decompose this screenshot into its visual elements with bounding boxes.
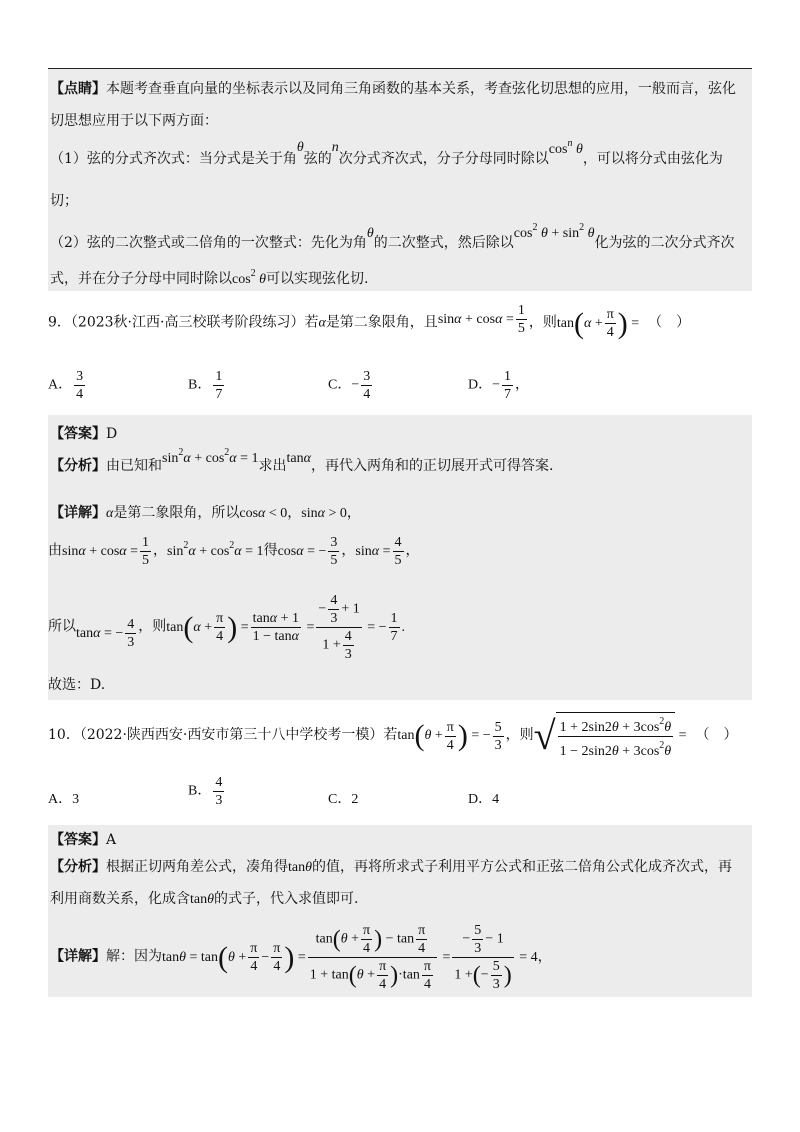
dianjing-line-6: 式，并在分子分母中同时除以$\cos^2 \theta$可以实现弦化切.	[50, 268, 369, 287]
q10-option-a: A．3	[48, 792, 80, 807]
q10-stem: 10．（2022·陕西西安·西安市第三十八中学校考一模）若tan(θ + $\frac{\pi}{4}$ ) = − $\frac{5}{3}$ ，则√ $\frac{1 + 2\sin 2\theta + 3\cos^2\theta}{1 - 2\sin 2\theta + 3\cos^2\theta}$ = （ ）	[48, 713, 738, 759]
q9-stem: 9．（2023秋·江西·高三校联考阶段练习）若α是第二象限角，且sinα + cosα = $\frac{1}{5}$ ，则tan(α + $\frac{\pi}{4}$ ) = （ ）	[48, 303, 691, 340]
q9-answer: 【答案】D	[50, 426, 118, 442]
q9-option-c: C．− $\frac{3}{4}$	[328, 369, 371, 402]
q9-analysis: 【分析】由已知和$\sin^2\alpha + \cos^2\alpha = 1$求出tanα，再代入两角和的正切展开式可得答案.	[50, 447, 554, 474]
dianjing-line-2: 切思想应用于以下两方面：	[50, 113, 218, 129]
q9-conclusion: 故选：D.	[48, 677, 106, 693]
q10-analysis-line-2: 利用商数关系，化成含tanθ的式子，代入求值即可.	[50, 891, 359, 907]
q9-detail-line-3: 所以tanα = − $\frac{4}{3}$ ，则tan(α + $\frac{\pi}{4}$ ) = $\frac{\tan\alpha + 1}{1 - \tan\alpha}$ = − $\frac{4}{3}$ + 1 1 + $\frac{4}{3}$ = − $\frac{1}{7}$ .	[48, 593, 406, 662]
q9-detail-line-2: 由sinα + cosα = $\frac{1}{5}$ ，$\sin^2\alpha + \cos^2\alpha = 1$得cosα = − $\frac{3}{5}$ ，sinα = $\frac{4}{5}$ ，	[48, 535, 420, 568]
q10-analysis-line-1: 【分析】根据正切两角差公式，凑角得tanθ的值，再将所求式子利用平方公式和正弦二倍角公式化成齐次式，再	[50, 859, 732, 875]
dianjing-line-5: （2）弦的二次整式或二倍角的一次整式：先化为角θ的二次整式，然后除以$\cos^2 \theta + \sin^2 \theta$化为弦的二次分式齐次	[50, 222, 735, 251]
dianjing-line-3: （1）弦的分式齐次式：当分式是关于角θ弦的n次分式齐次式，分子分母同时除以$\cos^n \theta$，可以将分式由弦化为	[50, 138, 723, 167]
q10-detail: 【详解】解：因为tanθ = tan(θ + $\frac{\pi}{4}$ − $\frac{\pi}{4}$ ) = tan(θ + $\frac{\pi}{4}$ ) − tan $\frac{\pi}{4}$ 1 + tan(θ + $\frac{\pi}{4}$ )·tan $\frac{\pi}{4}$ = − $\frac{5}{3}$ − 1 1 +(− $\frac{5}{3}$ ) = 4，	[50, 923, 552, 992]
q10-option-c: C．2	[328, 792, 359, 807]
q10-option-b: B． $\frac{4}{3}$	[188, 775, 223, 808]
q10-option-d: D．4	[468, 792, 500, 807]
q10-answer: 【答案】A	[50, 832, 117, 848]
dianjing-line-1: 【点睛】本题考查垂直向量的坐标表示以及同角三角函数的基本关系，考查弦化切思想的应用，一般而言，弦化	[50, 81, 736, 97]
q9-option-b: B． $\frac{1}{7}$	[188, 369, 223, 402]
q9-option-d: D．− $\frac{1}{7}$ ，	[468, 369, 530, 402]
dianjing-tag: 【点睛】	[50, 81, 106, 97]
dianjing-line-4: 切；	[50, 193, 78, 209]
q9-option-a: A． $\frac{3}{4}$	[48, 369, 84, 402]
q9-detail-line-1: 【详解】α是第二象限角，所以cosα < 0，sinα > 0，	[50, 505, 361, 521]
dianjing-shaded-block	[48, 69, 752, 291]
